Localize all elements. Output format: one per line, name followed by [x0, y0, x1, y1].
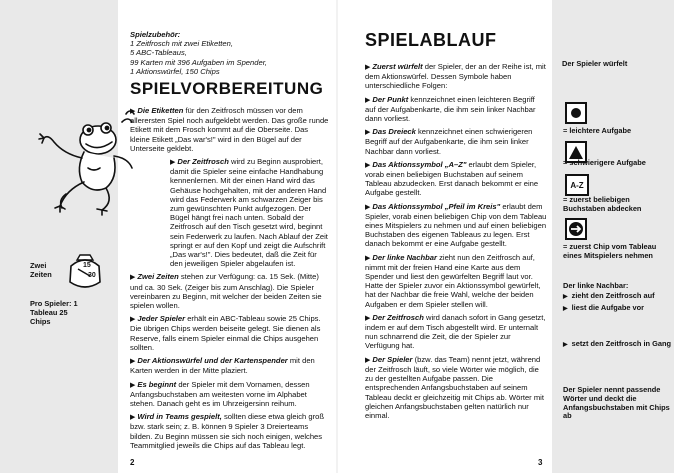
accessories-title: Spielzubehör: [130, 30, 181, 39]
paragraph-lead: Jeder Spieler [137, 314, 186, 324]
list-item [563, 340, 671, 350]
paragraph [365, 355, 547, 420]
clock-label-15: 15 [83, 262, 91, 269]
clock-label-30: 30 [88, 272, 96, 279]
player-summary: Der Spieler nennt passende Wörter und deckt die Anfangsbuchstaben mit Chips ab [563, 385, 670, 421]
paragraph-text: kennzeichnet einen leichteren Begriff auf der Aufgabenkarte, die ihm sein linker Nachbar dann vorliest. [365, 94, 536, 124]
paragraph [365, 253, 547, 309]
accessory-item: 1 Aktionswürfel, 150 Chips [130, 66, 220, 76]
neighbor-title: Der linke Nachbar: [563, 281, 629, 290]
paragraph-text: sollten diese etwa gleich groß bzw. stark sein; z. B. können 9 Spieler 3 Dreierteams bilden. Zu Beginn müssen sie sich noch einigen, welches Teammitglied jeweils die Chips auf das Tableau legt. [130, 412, 325, 450]
paragraph-text: (bzw. das Team) nennt jetzt, während der Zeitfrosch läuft, so viele Wörter wie möglich, die zu der gestellten Aufgabe passen. Die entsprechenden Anfangsbuchstaben auf seinem Tableau deckt er gleichzeitig mit Chips ab. Wörter mit gleichen Anfangsbuchstaben gelten natürlich nur einmal. [365, 354, 544, 420]
paragraph-text: für den Zeitfrosch müssen vor dem allerersten Spiel noch aufgeklebt werden. Das große runde Etikett mit dem Frosch kommt auf die Oberseite. Das kleine Etikett „Das war's!" wird in den Bügel auf der Unterseite geklebt. [130, 106, 329, 153]
list-item [563, 304, 671, 314]
neighbor-item: zieht den Zeitfrosch auf [571, 291, 655, 300]
paragraph [365, 160, 547, 198]
start-item: setzt den Zeitfrosch in Gang [571, 339, 671, 348]
triangle-bullet-icon: ▶ [365, 129, 371, 137]
accessory-item: 1 Zeitfrosch mit zwei Etiketten, [130, 39, 233, 49]
paragraph [130, 272, 330, 310]
paragraph-lead: Zwei Zeiten [137, 272, 179, 282]
paragraph-lead: Das Aktionssymbol „A–Z" [372, 159, 467, 169]
paragraph-lead: Der Zeitfrosch [177, 157, 229, 167]
neighbor-item: liest die Aufgabe vor [571, 302, 645, 312]
az-label: = zuerst beliebigen Buchstaben abdecken [563, 195, 642, 213]
triangle-bullet-icon: ▶ [365, 161, 371, 169]
triangle-bullet-icon: ▶ [365, 314, 371, 322]
paragraph-lead: Das Aktionssymbol „Pfeil im Kreis" [372, 201, 501, 211]
right-page-column [365, 30, 547, 424]
paragraph-text: wird danach sofort in Gang gesetzt, indem er auf dem Tisch abgestellt wird. Er unternalt nun schnarrend die Zeit, die der Spieler zur Verfügung hat. [365, 312, 546, 351]
triangle-bullet-icon: ▶ [365, 203, 371, 211]
triangle-bullet-icon: ▶ [130, 274, 136, 282]
paragraph-lead: Es beginnt [137, 379, 177, 389]
paragraph-text: stehen zur Verfügung: ca. 15 Sek. (Mitte) und ca. 30 Sek. (Zeiger bis zum Anschlag). Die Spieler vereinbaren zu Beginn, mit welcher der beiden Zeiten sie spielen wollen. [130, 272, 322, 311]
section-heading: SPIELABLAUF [365, 30, 497, 50]
paragraph-text: der Spieler, der an der Reihe ist, mit dem Aktionswürfel. Dessen Symbole haben unterschiedliche Folgen: [365, 62, 546, 91]
paragraph [130, 412, 330, 450]
paragraph [130, 314, 330, 352]
paragraph-text: erlaubt dem Spieler, vorab einen beliebigen Chip von dem Tableau eines Mitspielers zu nehmen und auf einen beliebigen Buchstaben des eigenen Tableaus zu legen. Erst danach bekommt er eine Aufgabe gestellt. [365, 201, 547, 249]
two-times-label: Zwei Zeiten [30, 261, 52, 279]
triangle-bullet-icon: ▶ [365, 254, 371, 262]
zeitfrosch-timer-icon [66, 252, 104, 292]
paragraph-text: wird zu Beginn ausprobiert, damit die Spieler seine einfache Handhabung kennenlernen. Mit der einen Hand wird das Gehäuse hochgehalten, mit der anderen Hand wird das Federwerk am schwarzen Zeiger bis zum gewünschten Punkt aufgezogen. Der Bügel hängt frei nach unten. Sobald der Zeitfrosch auf den Tisch gesetzt wird, beginnt sein Federwerk zu laufen. Nach Ablauf der Zeit springt er auf den Kopf und zeigt die Aufschrift „Das war's!". Dies bedeutet, daß die Zeit für den jeweiligen Spieler abgelaufen ist. [170, 157, 328, 269]
arrow-label: = zuerst Chip vom Tableau eines Mitspielers nehmen [563, 242, 657, 260]
triangle-bullet-icon: ▶ [365, 96, 371, 104]
dot-dice-icon [565, 102, 587, 124]
dice-title: Der Spieler würfelt [562, 59, 628, 68]
paragraph [130, 356, 330, 375]
accessories-block [130, 30, 330, 76]
paragraph [365, 202, 547, 249]
paragraph [365, 62, 547, 91]
paragraph [365, 95, 547, 124]
paragraph [130, 106, 330, 153]
az-dice-icon [565, 174, 589, 196]
triangle-bullet-icon: ▶ [130, 358, 136, 366]
left-page-column [130, 30, 330, 454]
paragraph-text: der Spieler mit dem Vornamen, dessen Anfangsbuchstaben am weitesten vorne im Alphabet stehen. Danach geht es im Uhrzeigersinn reihum. [130, 379, 310, 408]
paragraph-lead: Der Zeitfrosch [372, 312, 424, 322]
start-list [563, 340, 671, 352]
page-number-right: 3 [538, 458, 543, 467]
triangle-bullet-icon: ▶ [563, 294, 568, 300]
arrow-circle-dice-icon [565, 218, 587, 240]
triangle-bullet-icon: ▶ [365, 356, 371, 364]
paragraph-lead: Der linke Nachbar [372, 252, 437, 262]
paragraph-text: zieht nun den Zeitfrosch auf, nimmt mit der freien Hand eine Karte aus dem Spender und liest den gewürfelten Begriff laut vor. Hatte der Spieler zuvor ein Aktionssymbol gewürfelt, hat der Nachbar die freie Wahl, welche der beiden Aufgaben er dem Spieler stellen will. [365, 252, 541, 309]
paragraph-lead: Die Etiketten [137, 106, 184, 116]
paragraph [365, 127, 547, 156]
section-heading: SPIELVORBEREITUNG [130, 79, 324, 99]
triangle-bullet-icon: ▶ [563, 305, 568, 312]
page-number-left: 2 [130, 458, 135, 467]
neighbor-list [563, 292, 671, 316]
paragraph-lead: Der Punkt [372, 94, 409, 104]
paragraph-text: erlaubt dem Spieler, vorab einen beliebigen Buchstaben auf seinem Tableau abzudecken. Erst danach bekommt er eine Aufgabe gestellt. [365, 159, 539, 198]
paragraph [365, 313, 547, 351]
paragraph-lead: Zuerst würfelt [372, 62, 423, 71]
triangle-bullet-icon: ▶ [130, 316, 136, 324]
hard-label: = schwierigere Aufgabe [563, 158, 646, 167]
paragraph [130, 380, 330, 409]
page-gutter [336, 0, 338, 473]
paragraph-lead: Wird in Teams gespielt, [137, 412, 222, 422]
az-symbol: A-Z [570, 180, 584, 190]
triangle-bullet-icon: ▶ [563, 342, 568, 348]
triangle-bullet-icon: ▶ [130, 381, 136, 389]
easy-label: = leichtere Aufgabe [563, 126, 632, 135]
list-item [563, 292, 671, 302]
paragraph-text: kennzeichnet einen schwierigeren Begriff auf der Aufgabenkarte, die ihm sein linker Nachbar dann vorliest. [365, 127, 533, 156]
paragraph-text: mit den Karten werden in der Mitte plaziert. [130, 356, 315, 376]
paragraph-lead: Das Dreieck [372, 127, 416, 137]
paragraph [130, 157, 330, 268]
paragraph-text: erhält ein ABC-Tableau sowie 25 Chips. Die übrigen Chips werden beiseite gelegt. Sie dienen als Reserve, falls einem Spieler einmal die Chips ausgehen sollten. [130, 314, 321, 352]
accessory-item: 99 Karten mit 396 Aufgaben im Spender, [130, 57, 267, 67]
triangle-bullet-icon: ▶ [130, 108, 136, 116]
triangle-bullet-icon: ▶ [130, 414, 136, 422]
per-player-label: Pro Spieler: 1 Tableau 25 Chips [30, 299, 78, 326]
left-margin-panel [0, 0, 118, 473]
paragraph-lead: Der Aktionswürfel und der Kartenspender [137, 356, 288, 366]
frog-illustration [36, 98, 144, 216]
triangle-bullet-icon: ▶ [365, 64, 371, 71]
accessory-item: 5 ABC-Tableaus, [130, 48, 187, 58]
paragraph-lead: Der Spieler [372, 354, 413, 364]
triangle-bullet-icon: ▶ [170, 159, 176, 167]
